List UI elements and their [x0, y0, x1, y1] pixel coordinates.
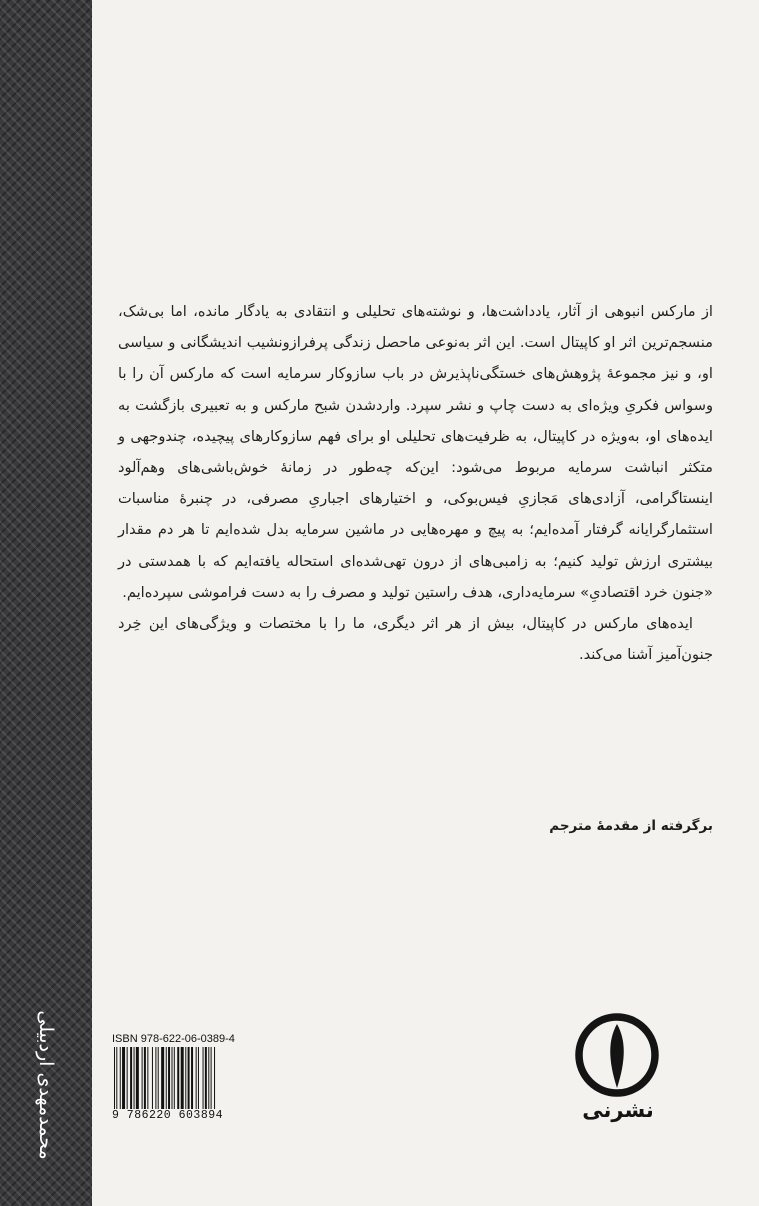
barcode-bar [144, 1047, 146, 1109]
barcode-bar [136, 1047, 139, 1109]
barcode-bar [203, 1047, 204, 1109]
barcode-bar [168, 1047, 170, 1109]
blurb-text [118, 296, 713, 670]
back-cover [92, 0, 759, 1206]
blurb-source-attribution: برگرفته از مقدمهٔ مترجم [549, 818, 713, 834]
barcode-bar [181, 1047, 184, 1109]
barcode-bar [134, 1047, 135, 1109]
barcode-bar [161, 1047, 164, 1109]
book-spine-strip [0, 0, 92, 1206]
barcode-bar [188, 1047, 190, 1109]
barcode-bar [114, 1047, 115, 1109]
barcode-bar [158, 1047, 159, 1109]
blurb-paragraph-2: ایده‌های مارکس در کاپیتال، بیش از هر اثر دیگری، ما را با مختصات و ویژگی‌های این خِرد جنون‌آمیز آشنا می‌کند. [118, 615, 713, 664]
barcode-bar [166, 1047, 167, 1109]
barcode-bar [185, 1047, 186, 1109]
barcode-bar [191, 1047, 193, 1109]
barcode-bar [116, 1047, 117, 1109]
isbn-barcode [112, 1031, 254, 1127]
barcode-bar [127, 1047, 128, 1109]
barcode-digits: 9 786220 603894 [112, 1109, 224, 1122]
barcode-bar [147, 1047, 148, 1109]
blurb-paragraph-1: از مارکس انبوهی از آثار، یادداشت‌ها، و نوشته‌های تحلیلی و انتقادی به یادگار مانده، اما بی‌شک، منسجم‌ترین اثر او کاپیتال است. این اثر به‌نوعی ماحصل زندگی پرفرازونشیب اندیشگانی و سیاسی او، و نیز مجموعهٔ پژوهش‌های خستگی‌ناپذیرش در باب سازوکار سرمایه است که مارکس آن را با وسواس فکریِ ویژه‌ای به دست چاپ و نشر سپرد. واردشدن شبح مارکس و به تعبیری بازگشت به ایده‌های او، به‌ویژه در کاپیتال، به ظرفیت‌های تحلیلی او برای فهم سازوکارهای پیچیده، چندوجهی و متکثر انباشت سرمایه مربوط می‌شود: این‌که چه‌طور در زمانهٔ خوش‌باشی‌های وهم‌آلود اینستاگرامی، آزادی‌های مَجازیِ فیس‌بوکی، و اختیارهای اجباریِ مصرفی، در چنبرهٔ مناسبات استثمارگرایانه گرفتار آمده‌ایم؛ به پیچ و مهره‌هایی در ماشین سرمایه بدل شده‌ایم تا هر دم مقدار بیشتری ارزش تولید کنیم؛ به زامبی‌های از درون تهی‌شده‌ای استحاله یافته‌ایم که با همدستی در «جنون خرد اقتصادیِ» سرمایه‌داری، هدف راستین تولید و مصرف را به دست فراموشی سپرده‌ایم. [118, 303, 713, 601]
barcode-bar [211, 1047, 212, 1109]
barcode-bar [205, 1047, 207, 1109]
barcode-bar [155, 1047, 156, 1109]
barcode-bar [172, 1047, 173, 1109]
spine-author-signature: ﻣﺤﻤﺪﻣﻬﺪﯼ ﺍﺭﺩﺑﯿﻠﯽ [35, 1010, 57, 1160]
barcode-bar [152, 1047, 153, 1109]
barcode-bar [198, 1047, 199, 1109]
barcode-bar [130, 1047, 132, 1109]
barcode-bar [177, 1047, 179, 1109]
barcode-bar [214, 1047, 215, 1109]
barcode-bar [122, 1047, 125, 1109]
barcode-bar [174, 1047, 175, 1109]
barcode-bar [208, 1047, 209, 1109]
barcode-bars [112, 1047, 254, 1109]
barcode-bar [196, 1047, 197, 1109]
publisher-name: نشرنی [582, 1098, 654, 1122]
barcode-bar [120, 1047, 121, 1109]
isbn-label: ISBN 978-622-06-0389-4 [112, 1033, 235, 1045]
barcode-bar [142, 1047, 143, 1109]
